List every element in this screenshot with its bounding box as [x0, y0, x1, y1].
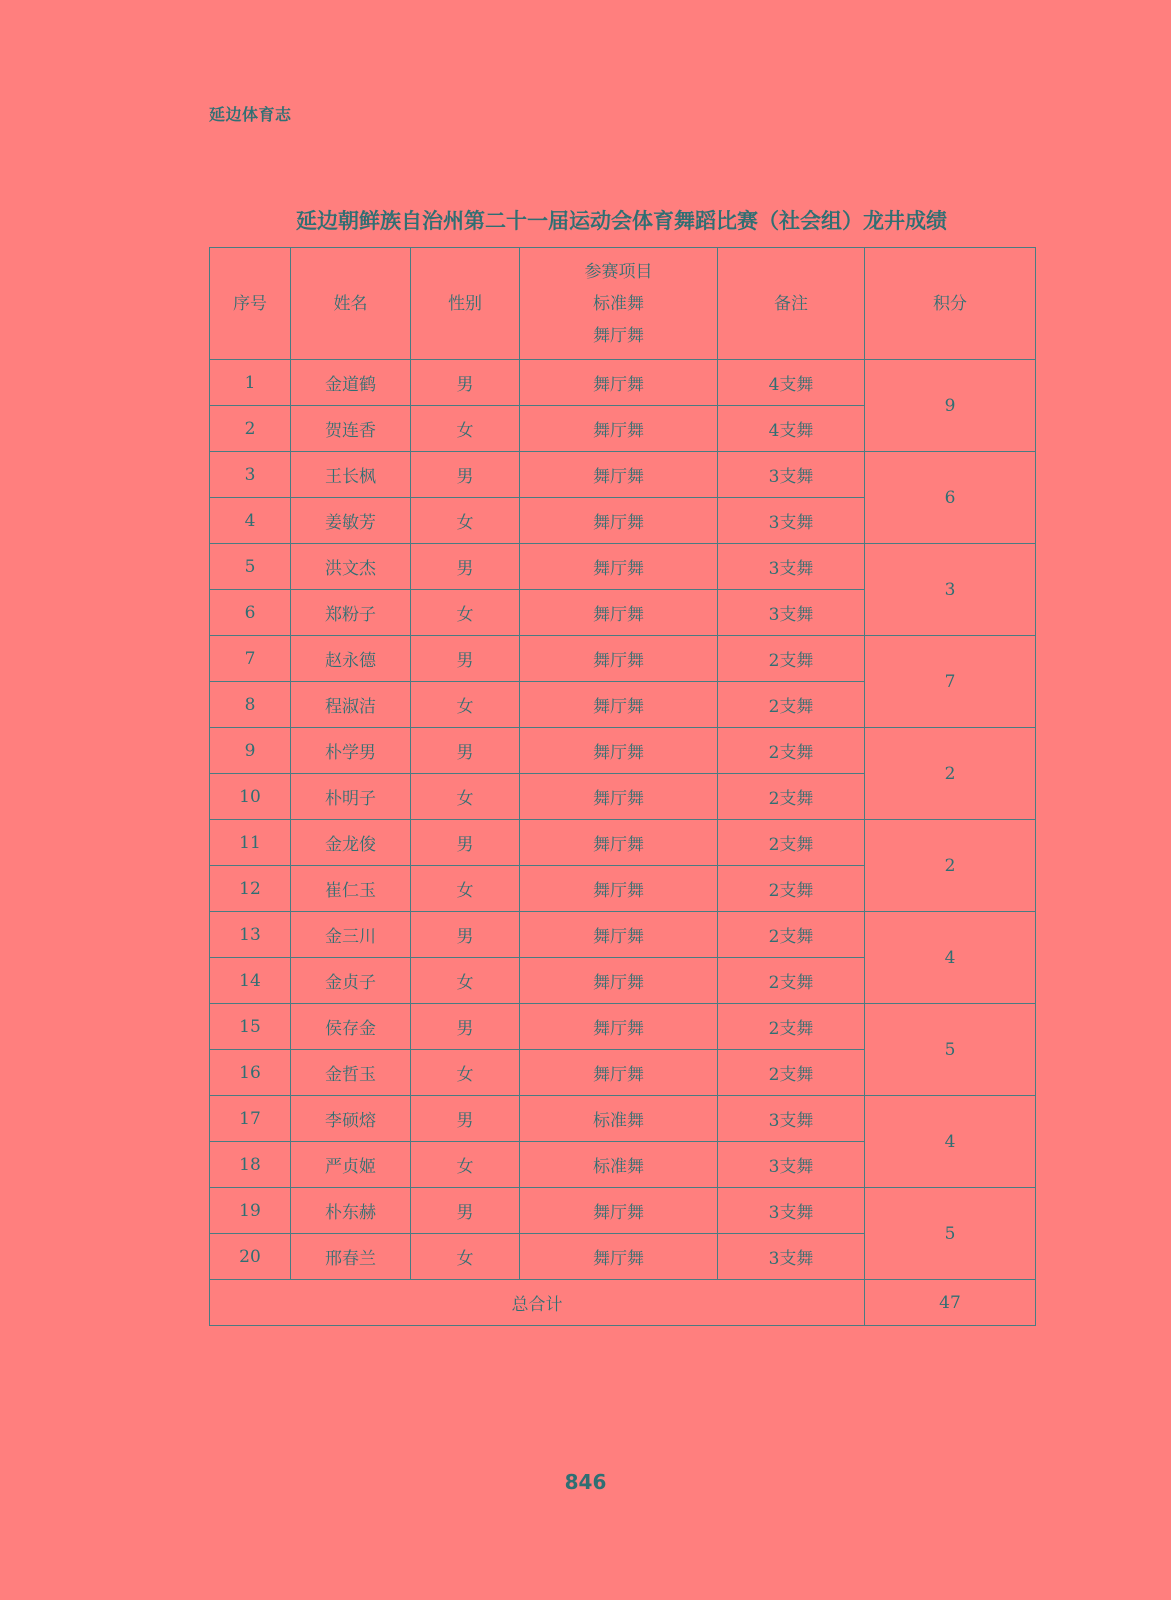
cell-note: 3支舞 — [718, 1096, 865, 1142]
col-header-note: 备注 — [718, 248, 865, 360]
cell-name: 朴东赫 — [291, 1188, 411, 1234]
cell-gender: 女 — [411, 406, 520, 452]
cell-name: 金道鹤 — [291, 360, 411, 406]
cell-gender: 男 — [411, 544, 520, 590]
cell-gender: 女 — [411, 498, 520, 544]
cell-no: 5 — [210, 544, 291, 590]
total-row — [210, 1280, 1036, 1326]
cell-pair-score: 2 — [865, 820, 1036, 912]
total-label: 总合计 — [210, 1280, 865, 1326]
header-row — [210, 248, 1036, 360]
cell-pair-score: 5 — [865, 1188, 1036, 1280]
cell-no: 2 — [210, 406, 291, 452]
cell-event: 舞厅舞 — [520, 452, 718, 498]
cell-event: 舞厅舞 — [520, 682, 718, 728]
cell-name: 金龙俊 — [291, 820, 411, 866]
cell-note: 2支舞 — [718, 958, 865, 1004]
cell-event: 舞厅舞 — [520, 544, 718, 590]
table-row — [210, 1004, 1036, 1050]
cell-pair-score: 4 — [865, 1096, 1036, 1188]
cell-gender: 男 — [411, 1096, 520, 1142]
cell-name: 金三川 — [291, 912, 411, 958]
cell-gender: 男 — [411, 728, 520, 774]
event-header-line: 舞厅舞 — [593, 325, 644, 346]
cell-gender: 女 — [411, 590, 520, 636]
running-header: 延边体育志 — [209, 105, 292, 124]
cell-pair-score: 6 — [865, 452, 1036, 544]
cell-event: 舞厅舞 — [520, 774, 718, 820]
cell-no: 11 — [210, 820, 291, 866]
cell-event: 舞厅舞 — [520, 406, 718, 452]
cell-pair-score: 4 — [865, 912, 1036, 1004]
cell-no: 14 — [210, 958, 291, 1004]
cell-no: 10 — [210, 774, 291, 820]
cell-gender: 女 — [411, 958, 520, 1004]
cell-note: 3支舞 — [718, 1234, 865, 1280]
cell-name: 朴学男 — [291, 728, 411, 774]
table-row — [210, 360, 1036, 406]
cell-name: 金哲玉 — [291, 1050, 411, 1096]
cell-gender: 女 — [411, 866, 520, 912]
cell-event: 标准舞 — [520, 1096, 718, 1142]
cell-gender: 女 — [411, 774, 520, 820]
cell-event: 舞厅舞 — [520, 1188, 718, 1234]
cell-no: 18 — [210, 1142, 291, 1188]
cell-gender: 男 — [411, 1004, 520, 1050]
col-header-gender: 性别 — [411, 248, 520, 360]
cell-note: 3支舞 — [718, 544, 865, 590]
cell-event: 舞厅舞 — [520, 728, 718, 774]
cell-no: 8 — [210, 682, 291, 728]
cell-event: 舞厅舞 — [520, 820, 718, 866]
cell-event: 舞厅舞 — [520, 590, 718, 636]
cell-event: 舞厅舞 — [520, 1050, 718, 1096]
cell-event: 舞厅舞 — [520, 636, 718, 682]
cell-note: 3支舞 — [718, 498, 865, 544]
cell-no: 7 — [210, 636, 291, 682]
cell-gender: 男 — [411, 636, 520, 682]
cell-no: 6 — [210, 590, 291, 636]
cell-no: 4 — [210, 498, 291, 544]
cell-no: 20 — [210, 1234, 291, 1280]
cell-pair-score: 5 — [865, 1004, 1036, 1096]
table-row — [210, 1096, 1036, 1142]
cell-note: 2支舞 — [718, 636, 865, 682]
cell-name: 侯存金 — [291, 1004, 411, 1050]
cell-name: 朴明子 — [291, 774, 411, 820]
cell-gender: 女 — [411, 1142, 520, 1188]
results-body — [210, 360, 1036, 1280]
cell-name: 金贞子 — [291, 958, 411, 1004]
cell-name: 崔仁玉 — [291, 866, 411, 912]
cell-event: 舞厅舞 — [520, 866, 718, 912]
cell-event: 标准舞 — [520, 1142, 718, 1188]
cell-event: 舞厅舞 — [520, 912, 718, 958]
results-table — [209, 247, 1036, 1326]
cell-no: 16 — [210, 1050, 291, 1096]
cell-pair-score: 3 — [865, 544, 1036, 636]
cell-name: 王长枫 — [291, 452, 411, 498]
table-title: 延边朝鲜族自治州第二十一届运动会体育舞蹈比赛（社会组）龙井成绩 — [296, 209, 947, 233]
cell-name: 洪文杰 — [291, 544, 411, 590]
cell-pair-score: 9 — [865, 360, 1036, 452]
cell-event: 舞厅舞 — [520, 958, 718, 1004]
cell-no: 19 — [210, 1188, 291, 1234]
cell-note: 2支舞 — [718, 774, 865, 820]
cell-no: 1 — [210, 360, 291, 406]
cell-note: 3支舞 — [718, 1188, 865, 1234]
col-header-event — [520, 248, 718, 360]
table-row — [210, 544, 1036, 590]
cell-no: 13 — [210, 912, 291, 958]
cell-gender: 男 — [411, 1188, 520, 1234]
table-row — [210, 636, 1036, 682]
cell-note: 2支舞 — [718, 728, 865, 774]
total-value: 47 — [865, 1280, 1036, 1326]
event-header-line: 标准舞 — [593, 293, 644, 314]
cell-gender: 男 — [411, 452, 520, 498]
cell-note: 3支舞 — [718, 590, 865, 636]
col-header-no: 序号 — [210, 248, 291, 360]
cell-name: 程淑洁 — [291, 682, 411, 728]
cell-name: 贺连香 — [291, 406, 411, 452]
cell-no: 12 — [210, 866, 291, 912]
cell-name: 姜敏芳 — [291, 498, 411, 544]
cell-gender: 女 — [411, 1050, 520, 1096]
cell-note: 2支舞 — [718, 912, 865, 958]
cell-no: 3 — [210, 452, 291, 498]
cell-event: 舞厅舞 — [520, 360, 718, 406]
cell-no: 15 — [210, 1004, 291, 1050]
cell-note: 2支舞 — [718, 682, 865, 728]
table-row — [210, 452, 1036, 498]
cell-note: 2支舞 — [718, 866, 865, 912]
cell-event: 舞厅舞 — [520, 1004, 718, 1050]
cell-note: 3支舞 — [718, 452, 865, 498]
event-header-line: 参赛项目 — [584, 261, 653, 282]
col-header-name: 姓名 — [291, 248, 411, 360]
cell-name: 邢春兰 — [291, 1234, 411, 1280]
cell-note: 2支舞 — [718, 1050, 865, 1096]
cell-note: 2支舞 — [718, 1004, 865, 1050]
table-row — [210, 820, 1036, 866]
cell-note: 3支舞 — [718, 1142, 865, 1188]
cell-pair-score: 7 — [865, 636, 1036, 728]
cell-gender: 女 — [411, 682, 520, 728]
table-row — [210, 912, 1036, 958]
cell-gender: 男 — [411, 360, 520, 406]
cell-name: 李硕熔 — [291, 1096, 411, 1142]
cell-event: 舞厅舞 — [520, 498, 718, 544]
cell-note: 4支舞 — [718, 360, 865, 406]
cell-event: 舞厅舞 — [520, 1234, 718, 1280]
cell-note: 2支舞 — [718, 820, 865, 866]
cell-pair-score: 2 — [865, 728, 1036, 820]
cell-name: 赵永德 — [291, 636, 411, 682]
cell-no: 9 — [210, 728, 291, 774]
cell-gender: 男 — [411, 912, 520, 958]
page-number: 846 — [564, 1470, 607, 1494]
cell-gender: 男 — [411, 820, 520, 866]
table-row — [210, 1188, 1036, 1234]
cell-note: 4支舞 — [718, 406, 865, 452]
cell-gender: 女 — [411, 1234, 520, 1280]
cell-name: 严贞姬 — [291, 1142, 411, 1188]
cell-name: 郑粉子 — [291, 590, 411, 636]
col-header-score: 积分 — [865, 248, 1036, 360]
table-row — [210, 728, 1036, 774]
cell-no: 17 — [210, 1096, 291, 1142]
